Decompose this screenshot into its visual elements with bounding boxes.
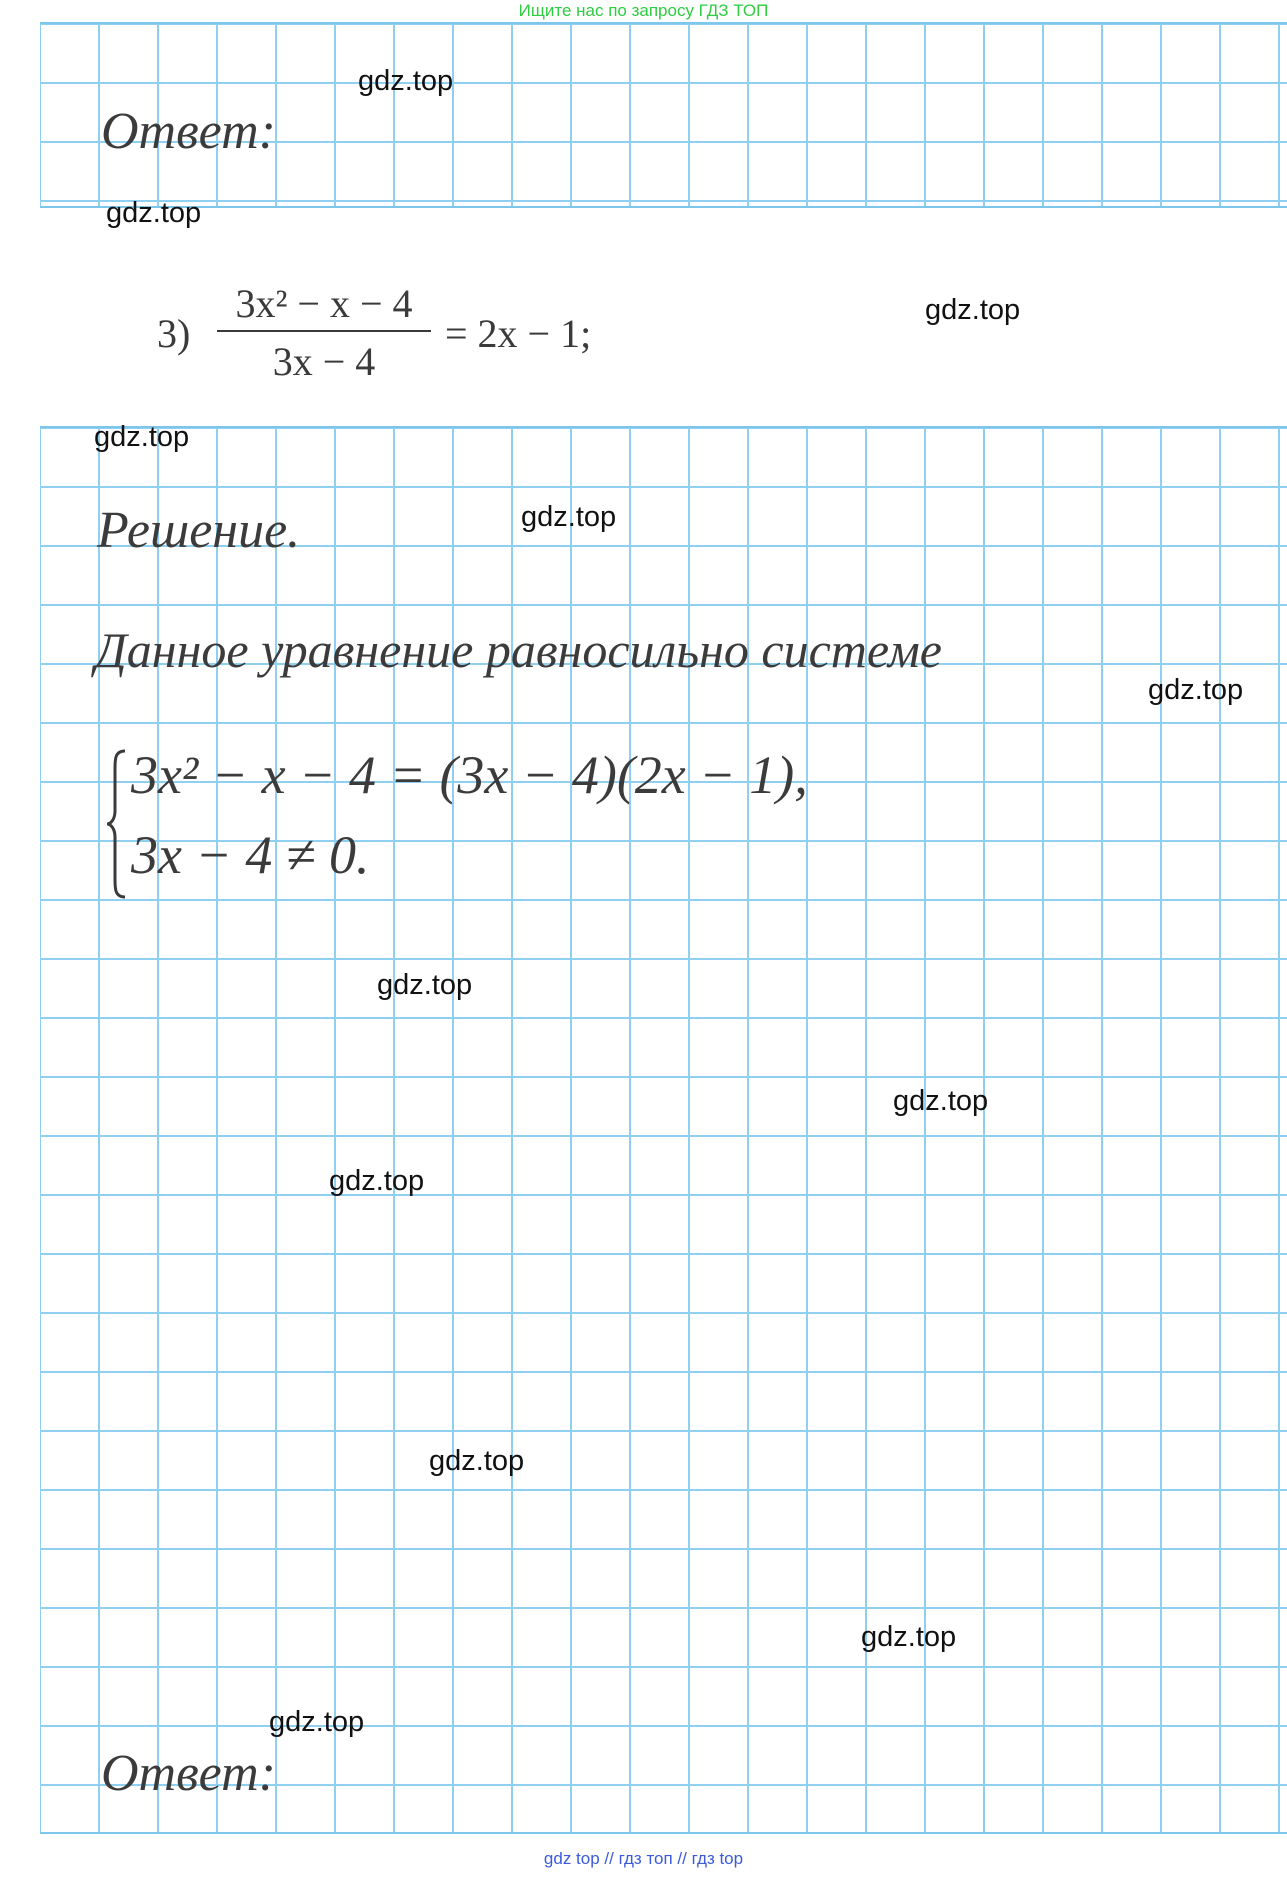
top-banner[interactable]: Ищите нас по запросу ГДЗ ТОП <box>518 1 769 20</box>
fraction-numerator: 3x² − x − 4 <box>235 281 413 326</box>
fraction-denominator: 3x − 4 <box>272 339 376 384</box>
watermark: gdz.top <box>94 421 190 453</box>
watermark: gdz.top <box>329 1165 425 1197</box>
watermark: gdz.top <box>893 1085 989 1117</box>
equation-system <box>105 745 1005 905</box>
watermark: gdz.top <box>106 197 202 229</box>
solution-label: Решение. <box>97 502 301 559</box>
answer-label-top: Ответ: <box>101 103 276 160</box>
watermark: gdz.top <box>429 1445 525 1477</box>
system-brace <box>105 749 129 899</box>
watermark: gdz.top <box>861 1621 957 1653</box>
system-equation-1: 3x² − x − 4 = (3x − 4)(2x − 1), <box>131 745 808 805</box>
watermark: gdz.top <box>521 501 617 533</box>
watermark: gdz.top <box>269 1706 365 1738</box>
watermark: gdz.top <box>1148 674 1244 706</box>
system-equation-2: 3x − 4 ≠ 0. <box>131 825 370 885</box>
watermark: gdz.top <box>925 294 1021 326</box>
task-number: 3) <box>157 311 191 356</box>
task-rhs: = 2x − 1; <box>445 311 592 356</box>
solution-statement: Данное уравнение равносильно системе <box>95 622 942 678</box>
watermark: gdz.top <box>377 969 473 1001</box>
bottom-banner[interactable]: gdz top // гдз топ // гдз top <box>543 1849 744 1868</box>
watermark: gdz.top <box>358 65 454 97</box>
task-equation <box>157 280 677 400</box>
fraction-bar <box>217 330 431 332</box>
answer-label-bottom: Ответ: <box>101 1745 276 1802</box>
